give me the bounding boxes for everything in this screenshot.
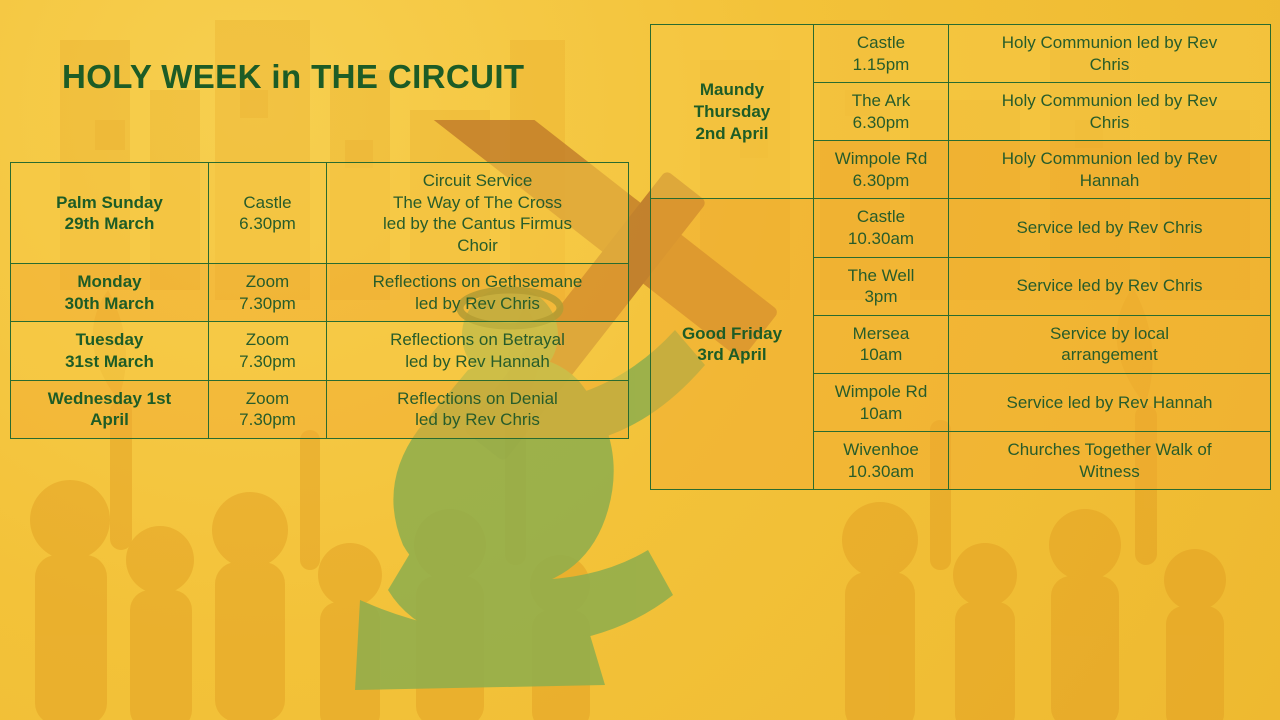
table-row: [11, 322, 629, 380]
left-row-1-venue: Zoom 7.30pm: [209, 264, 327, 322]
maundy-row-0-detail: Holy Communion led by Rev Chris: [949, 25, 1271, 83]
left-row-3-day: Wednesday 1st April: [11, 380, 209, 438]
left-row-2-detail: Reflections on Betrayal led by Rev Hannah: [327, 322, 629, 380]
goodfriday-row-4-venue: Wivenhoe 10.30am: [814, 432, 949, 490]
good-friday-day: Good Friday 3rd April: [651, 199, 814, 490]
goodfriday-row-1-venue: The Well 3pm: [814, 257, 949, 315]
left-row-2-venue: Zoom 7.30pm: [209, 322, 327, 380]
maundy-row-2-detail: Holy Communion led by Rev Hannah: [949, 141, 1271, 199]
left-row-2-day: Tuesday 31st March: [11, 322, 209, 380]
goodfriday-row-3-detail: Service led by Rev Hannah: [949, 373, 1271, 431]
table-row: [11, 380, 629, 438]
goodfriday-row-2-venue: Mersea 10am: [814, 315, 949, 373]
left-row-1-day: Monday 30th March: [11, 264, 209, 322]
goodfriday-row-3-venue: Wimpole Rd 10am: [814, 373, 949, 431]
table-row: [11, 163, 629, 264]
left-row-0-venue: Castle 6.30pm: [209, 163, 327, 264]
maundy-row-1-venue: The Ark 6.30pm: [814, 83, 949, 141]
holy-week-early-schedule-table: [10, 162, 629, 439]
table-row: [651, 25, 1271, 83]
table-row: [651, 199, 1271, 257]
holy-week-triduum-schedule-table: [650, 24, 1271, 490]
goodfriday-row-0-venue: Castle 10.30am: [814, 199, 949, 257]
goodfriday-row-1-detail: Service led by Rev Chris: [949, 257, 1271, 315]
left-row-0-day: Palm Sunday 29th March: [11, 163, 209, 264]
goodfriday-row-0-detail: Service led by Rev Chris: [949, 199, 1271, 257]
maundy-row-1-detail: Holy Communion led by Rev Chris: [949, 83, 1271, 141]
maundy-thursday-day: Maundy Thursday 2nd April: [651, 25, 814, 199]
left-row-3-venue: Zoom 7.30pm: [209, 380, 327, 438]
left-row-1-detail: Reflections on Gethsemane led by Rev Chris: [327, 264, 629, 322]
maundy-row-2-venue: Wimpole Rd 6.30pm: [814, 141, 949, 199]
goodfriday-row-4-detail: Churches Together Walk of Witness: [949, 432, 1271, 490]
page-title: HOLY WEEK in THE CIRCUIT: [62, 58, 525, 95]
table-row: [11, 264, 629, 322]
maundy-row-0-venue: Castle 1.15pm: [814, 25, 949, 83]
goodfriday-row-2-detail: Service by local arrangement: [949, 315, 1271, 373]
left-row-3-detail: Reflections on Denial led by Rev Chris: [327, 380, 629, 438]
left-row-0-detail: Circuit Service The Way of The Cross led by the Cantus Firmus Choir: [327, 163, 629, 264]
